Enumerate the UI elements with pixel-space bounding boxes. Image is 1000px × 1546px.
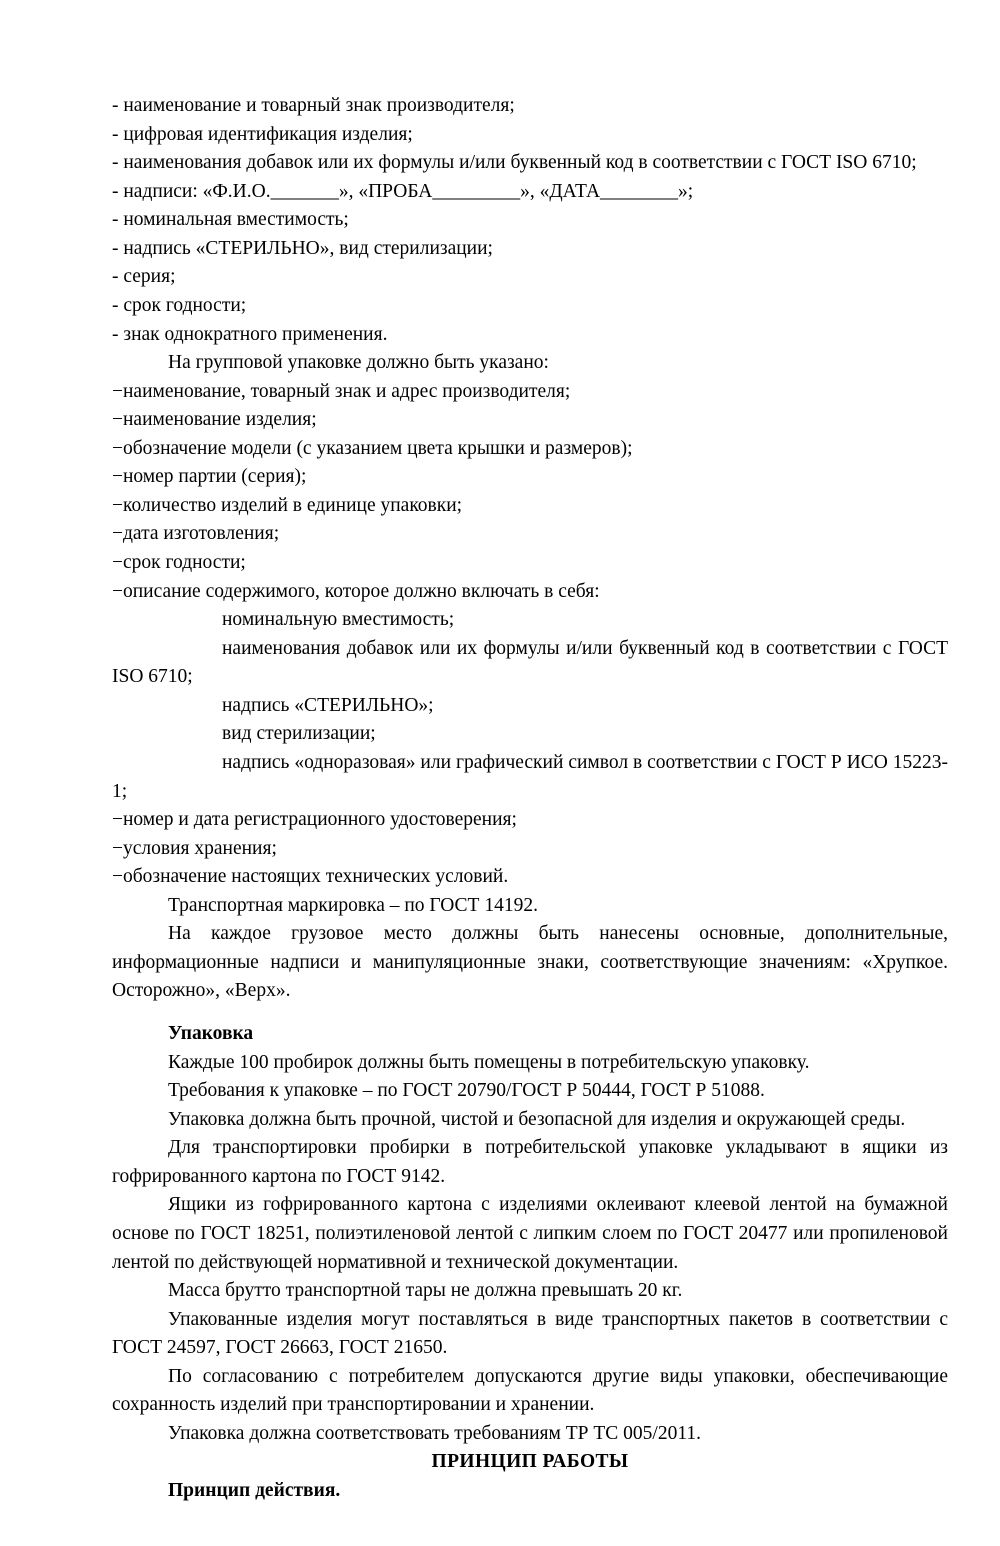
document-paragraph: Упакованные изделия могут поставляться в виде транспортных пакетов в соответствии с ГОСТ 24597, ГОСТ 26663, ГОСТ 21650. [112,1308,953,1359]
document-paragraph: Транспортная маркировка – по ГОСТ 14192. [168,894,538,916]
document-paragraph: Каждые 100 пробирок должны быть помещены в потребительскую упаковку. [168,1051,810,1073]
document-paragraph: - серия; [112,266,176,288]
document-paragraph: вид стерилизации; [222,723,376,745]
document-paragraph: Ящики из гофрированного картона с изделиями оклеивают клеевой лентой на бумажной основе по ГОСТ 18251, полиэтиленовой лентой с липким слоем по ГОСТ 20477 или пропиленовой лентой по действующей нормативной и технической документации. [112,1194,953,1273]
document-paragraph: −описание содержимого, которое должно включать в себя: [112,580,600,602]
document-paragraph: −номер партии (серия); [112,466,307,488]
document-paragraph: наименования добавок или их формулы и/или буквенный код в соответствии с ГОСТ ISO 6710; [112,637,953,688]
document-paragraph: - надписи: «Ф.И.О._______», «ПРОБА_________», «ДАТА________»; [112,180,694,202]
sub-heading: Принцип действия. [168,1480,341,1501]
document-paragraph: −обозначение модели (с указанием цвета крышки и размеров); [112,437,633,459]
section-heading: ПРИНЦИП РАБОТЫ [431,1451,629,1473]
document-paragraph: Требования к упаковке – по ГОСТ 20790/ГОСТ Р 50444, ГОСТ Р 51088. [168,1080,765,1102]
document-paragraph: −наименование изделия; [112,409,317,431]
document-paragraph: −срок годности; [112,552,246,573]
document-paragraph: Для транспортировки пробирки в потребительской упаковке укладывают в ящики из гофрированного картона по ГОСТ 9142. [112,1137,953,1187]
document-paragraph: - надпись «СТЕРИЛЬНО», вид стерилизации; [112,237,493,259]
document-paragraph: −обозначение настоящих технических условий. [112,866,509,888]
document-paragraph: По согласованию с потребителем допускаются другие виды упаковки, обеспечивающие сохранность изделий при транспортировании и хранении. [112,1365,953,1416]
document-paragraph: −количество изделий в единице упаковки; [112,494,463,516]
document-paragraph: номинальную вместимость; [222,609,455,631]
document-paragraph: −наименование, товарный знак и адрес производителя; [112,380,571,402]
document-paragraph: −номер и дата регистрационного удостоверения; [112,809,517,831]
document-paragraph: На каждое грузовое место должны быть нанесены основные, дополнительные, информационные надписи и манипуляционные знаки, соответствующие значениям: «Хрупкое. Осторожно», «Верх». [112,923,953,1002]
document-paragraph: - срок годности; [112,294,247,316]
document-body [112,92,953,1506]
document-paragraph: Упаковка должна быть прочной, чистой и безопасной для изделия и окружающей среды. [168,1108,906,1130]
document-paragraph: - номинальная вместимость; [112,209,349,231]
document-paragraph: −дата изготовления; [112,523,280,545]
paragraph-spacer [112,1006,948,1020]
document-paragraph: На групповой упаковке должно быть указано: [168,352,549,374]
sub-heading: Упаковка [168,1023,254,1044]
document-paragraph: - наименования добавок или их формулы и/или буквенный код в соответствии с ГОСТ ISO 6710; [112,152,917,174]
document-paragraph: Упаковка должна соответствовать требованиям ТР ТС 005/2011. [168,1422,701,1444]
document-paragraph: надпись «одноразовая» или графический символ в соответствии с ГОСТ Р ИСО 15223-1; [112,751,948,802]
document-paragraph: Масса брутто транспортной тары не должна превышать 20 кг. [168,1280,683,1302]
document-paragraph: - цифровая идентификация изделия; [112,123,413,145]
document-paragraph: - наименование и товарный знак производителя; [112,95,515,116]
document-paragraph: - знак однократного применения. [112,323,388,345]
document-paragraph: −условия хранения; [112,837,277,859]
document-paragraph: надпись «СТЕРИЛЬНО»; [222,694,434,716]
